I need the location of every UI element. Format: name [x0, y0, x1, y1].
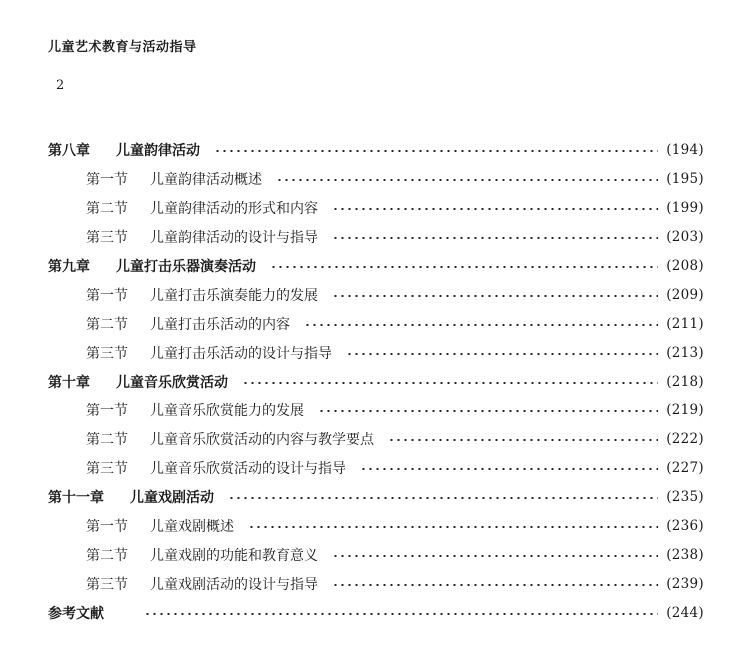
- toc-chapter-11[interactable]: [48, 483, 704, 512]
- running-head: 儿童艺术教育与活动指导: [48, 40, 197, 55]
- toc-title: 儿童韵律活动的形式和内容: [150, 201, 318, 218]
- toc-page: (218): [666, 373, 704, 390]
- toc-page: (195): [666, 171, 704, 188]
- table-of-contents: [48, 136, 704, 627]
- toc-page: (219): [666, 402, 704, 419]
- toc-number: 第九章: [48, 259, 90, 275]
- toc-number: 第十章: [48, 374, 90, 391]
- toc-page: (222): [666, 431, 704, 448]
- toc-references[interactable]: [48, 598, 704, 627]
- toc-number: 第三节: [86, 461, 128, 478]
- toc-number: 第一节: [86, 519, 128, 536]
- toc-number: 第一节: [86, 287, 128, 304]
- dot-leader: [388, 439, 658, 441]
- toc-section[interactable]: [48, 280, 704, 309]
- dot-leader: [332, 295, 658, 297]
- toc-title: 儿童韵律活动概述: [150, 172, 262, 189]
- toc-page: (199): [666, 200, 704, 217]
- toc-page: (213): [666, 344, 704, 361]
- toc-page: (211): [666, 315, 704, 332]
- dot-leader: [304, 324, 658, 326]
- toc-title: 儿童戏剧活动: [130, 490, 214, 507]
- dot-leader: [360, 468, 658, 470]
- toc-number: 第二节: [86, 547, 128, 564]
- toc-section[interactable]: [48, 425, 704, 454]
- toc-page: (208): [666, 258, 704, 274]
- toc-page: (203): [666, 229, 704, 246]
- toc-number: 第三节: [86, 345, 128, 362]
- toc-section[interactable]: [48, 223, 704, 252]
- dot-leader: [270, 266, 658, 268]
- dot-leader: [276, 179, 658, 181]
- toc-number: 第三节: [86, 576, 128, 593]
- toc-section[interactable]: [48, 309, 704, 338]
- toc-title: 儿童打击乐活动的内容: [150, 316, 290, 333]
- dot-leader: [318, 410, 658, 412]
- toc-number: 第二节: [86, 432, 128, 449]
- toc-section[interactable]: [48, 165, 704, 194]
- toc-title: 儿童打击乐演奏能力的发展: [150, 287, 318, 304]
- toc-title: 儿童戏剧概述: [150, 519, 234, 536]
- toc-page: (209): [666, 286, 704, 303]
- toc-section[interactable]: [48, 512, 704, 541]
- toc-page: (235): [666, 489, 704, 506]
- dot-leader: [332, 584, 658, 586]
- toc-page: (227): [666, 460, 704, 477]
- toc-number: 第八章: [48, 143, 90, 160]
- toc-section[interactable]: [48, 338, 704, 367]
- toc-title: 儿童打击乐器演奏活动: [116, 259, 256, 275]
- toc-page: (244): [666, 604, 704, 621]
- toc-number: 第十一章: [48, 490, 104, 507]
- dot-leader: [346, 353, 658, 355]
- page-number: 2: [56, 78, 65, 93]
- toc-section[interactable]: [48, 454, 704, 483]
- toc-number: 第二节: [86, 201, 128, 218]
- toc-page: (238): [666, 546, 704, 563]
- dot-leader: [332, 237, 658, 239]
- dot-leader: [144, 613, 658, 615]
- dot-leader: [332, 555, 658, 557]
- toc-number: 第二节: [86, 316, 128, 333]
- dot-leader: [332, 208, 658, 210]
- toc-section[interactable]: [48, 540, 704, 569]
- toc-title: 儿童音乐欣赏能力的发展: [150, 403, 304, 420]
- dot-leader: [214, 150, 658, 152]
- toc-page: (194): [666, 142, 704, 159]
- toc-title: 儿童音乐欣赏活动: [116, 374, 228, 391]
- toc-page: (239): [666, 575, 704, 592]
- toc-chapter-10[interactable]: [48, 367, 704, 396]
- toc-title: 儿童音乐欣赏活动的内容与教学要点: [150, 432, 374, 449]
- toc-title: 参考文献: [48, 605, 104, 622]
- toc-section[interactable]: [48, 194, 704, 223]
- toc-number: 第一节: [86, 403, 128, 420]
- toc-title: 儿童戏剧活动的设计与指导: [150, 576, 318, 593]
- dot-leader: [242, 382, 658, 384]
- dot-leader: [248, 526, 658, 528]
- toc-page: (236): [666, 518, 704, 535]
- toc-title: 儿童戏剧的功能和教育意义: [150, 547, 318, 564]
- toc-section[interactable]: [48, 569, 704, 598]
- dot-leader: [228, 497, 658, 499]
- toc-title: 儿童打击乐活动的设计与指导: [150, 345, 332, 362]
- toc-title: 儿童韵律活动: [116, 143, 200, 160]
- toc-chapter-9[interactable]: [48, 252, 704, 281]
- toc-chapter-8[interactable]: [48, 136, 704, 165]
- toc-title: 儿童音乐欣赏活动的设计与指导: [150, 461, 346, 478]
- toc-section[interactable]: [48, 396, 704, 425]
- toc-title: 儿童韵律活动的设计与指导: [150, 230, 318, 247]
- toc-number: 第一节: [86, 172, 128, 189]
- toc-number: 第三节: [86, 230, 128, 247]
